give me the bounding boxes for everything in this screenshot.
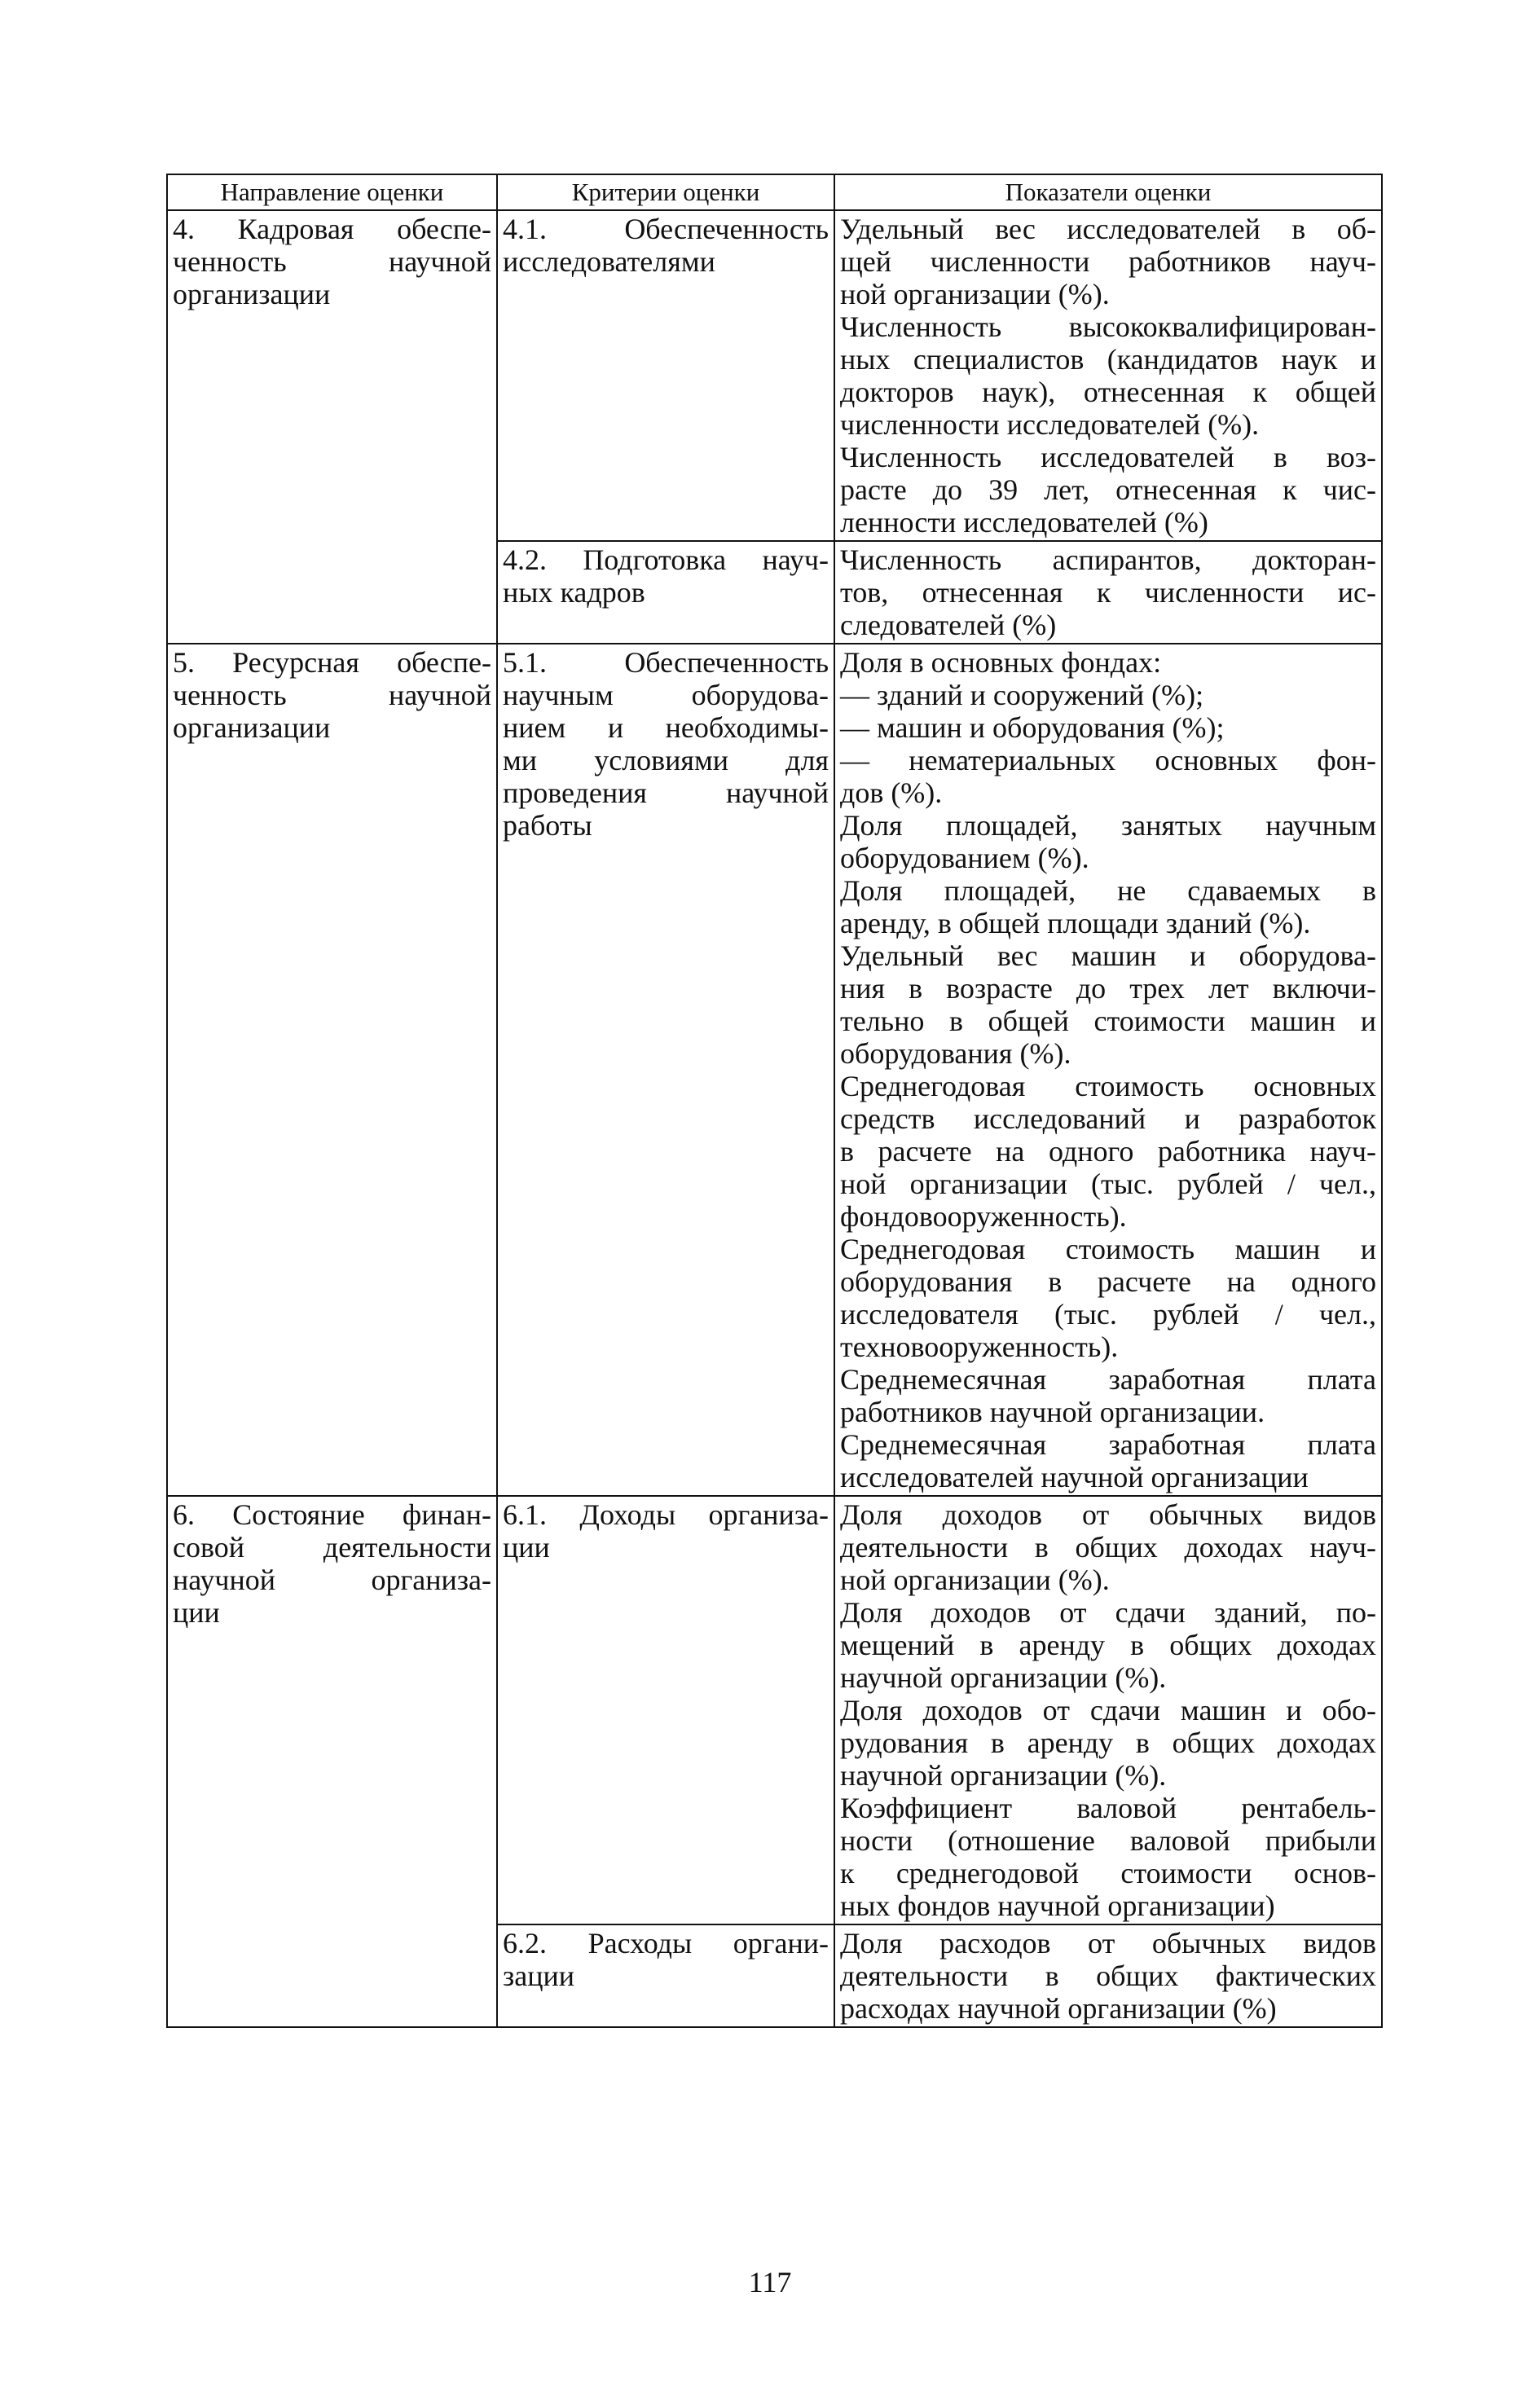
criteria-cell — [497, 1496, 834, 1924]
text-line: оборудования (%). — [840, 1037, 1071, 1070]
indicators-cell — [834, 210, 1382, 541]
text-line: 4.2. Подготовка науч- — [503, 543, 829, 576]
header-direction: Направление оценки — [167, 174, 497, 210]
criteria-cell — [497, 541, 834, 644]
text-line: ной организации (тыс. рублей / чел., — [840, 1168, 1376, 1200]
text-line: в расчете на одного работника науч- — [840, 1135, 1376, 1168]
text-line: докторов наук), отнесенная к общей — [840, 376, 1376, 408]
header-row — [167, 174, 1382, 210]
text-line: Доля площадей, не сдаваемых в — [840, 874, 1376, 907]
text-line: исследователя (тыс. рублей / чел., — [840, 1298, 1376, 1331]
text-line: Численность аспирантов, докторан- — [840, 543, 1376, 576]
text-line: расте до 39 лет, отнесенная к чис- — [840, 473, 1376, 506]
text-line: Удельный вес машин и оборудова- — [840, 939, 1376, 972]
text-line: ченность научной — [173, 245, 491, 278]
indicators-cell — [834, 541, 1382, 644]
text-line: Доля доходов от сдачи машин и обо- — [840, 1694, 1376, 1726]
table-row — [167, 1496, 1382, 1924]
text-line: нием и необходимы- — [503, 711, 829, 744]
text-line: — зданий и сооружений (%); — [840, 679, 1204, 711]
text-line: Численность высококвалифицирован- — [840, 310, 1376, 343]
text-line: ми условиями для — [503, 744, 829, 776]
text-line: Доля площадей, занятых научным — [840, 809, 1376, 842]
text-line: исследователями — [503, 245, 715, 278]
text-line: 6.2. Расходы органи- — [503, 1927, 829, 1960]
text-line: расходах научной организации (%) — [840, 1992, 1277, 2025]
text-line: следователей (%) — [840, 609, 1057, 641]
text-line: фондовооруженность). — [840, 1200, 1127, 1233]
text-line: — нематериальных основных фон- — [840, 744, 1376, 776]
text-line: — машин и оборудования (%); — [840, 711, 1225, 744]
direction-cell — [167, 210, 497, 644]
text-line: работников научной организации. — [840, 1396, 1265, 1428]
text-line: щей численности работников науч- — [840, 245, 1376, 278]
table-row — [167, 644, 1382, 1496]
text-line: техновооруженность). — [840, 1331, 1119, 1363]
text-line: исследователей научной организации — [840, 1461, 1309, 1493]
direction-cell — [167, 644, 497, 1496]
text-line: 4. Кадровая обеспе- — [173, 213, 491, 245]
text-line: 4.1. Обеспеченность — [503, 213, 829, 245]
header-criteria: Критерии оценки — [497, 174, 834, 210]
text-line: Среднемесячная заработная плата — [840, 1428, 1376, 1461]
text-line: Численность исследователей в воз- — [840, 441, 1376, 473]
text-line: Коэффициент валовой рентабель- — [840, 1792, 1376, 1824]
page-number: 117 — [748, 2266, 792, 2298]
text-line: 6. Состояние финан- — [173, 1498, 491, 1531]
text-line: оборудования в расчете на одного — [840, 1265, 1376, 1298]
text-line: тов, отнесенная к численности ис- — [840, 576, 1376, 609]
text-line: проведения научной — [503, 776, 829, 809]
text-line: научной организации (%). — [840, 1759, 1167, 1792]
text-line: оборудованием (%). — [840, 842, 1089, 874]
indicators-cell — [834, 644, 1382, 1496]
text-line: ленности исследователей (%) — [840, 506, 1208, 539]
table-body — [167, 210, 1382, 2027]
text-line: ченность научной — [173, 679, 491, 711]
text-line: дов (%). — [840, 776, 943, 809]
text-line: научной организации (%). — [840, 1661, 1167, 1694]
criteria-cell — [497, 644, 834, 1496]
text-line: деятельности в общих доходах науч- — [840, 1531, 1376, 1564]
text-line: ной организации (%). — [840, 1564, 1110, 1596]
text-line: рудования в аренду в общих доходах — [840, 1726, 1376, 1759]
text-line: 5. Ресурсная обеспе- — [173, 646, 491, 679]
text-line: Среднегодовая стоимость основных — [840, 1070, 1376, 1102]
text-line: Доля расходов от обычных видов — [840, 1927, 1376, 1960]
header-indicators: Показатели оценки — [834, 174, 1382, 210]
text-line: Удельный вес исследователей в об- — [840, 213, 1376, 245]
text-line: 5.1. Обеспеченность — [503, 646, 829, 679]
text-line: ных специалистов (кандидатов наук и — [840, 343, 1376, 376]
text-line: численности исследователей (%). — [840, 408, 1260, 441]
evaluation-table — [166, 174, 1383, 2028]
text-line: Доля доходов от обычных видов — [840, 1498, 1376, 1531]
text-line: средств исследований и разработок — [840, 1102, 1376, 1135]
text-line: аренду, в общей площади зданий (%). — [840, 907, 1311, 939]
indicators-cell — [834, 1924, 1382, 2027]
text-line: к среднегодовой стоимости основ- — [840, 1857, 1376, 1889]
criteria-cell — [497, 210, 834, 541]
text-line: Среднемесячная заработная плата — [840, 1363, 1376, 1396]
text-line: ных кадров — [503, 576, 645, 609]
text-line: 6.1. Доходы организа- — [503, 1498, 829, 1531]
text-line: мещений в аренду в общих доходах — [840, 1629, 1376, 1661]
text-line: научной организа- — [173, 1564, 491, 1596]
text-line: Среднегодовая стоимость машин и — [840, 1233, 1376, 1265]
text-line: ных фондов научной организации) — [840, 1889, 1275, 1922]
text-line: Доля доходов от сдачи зданий, по- — [840, 1596, 1376, 1629]
direction-cell — [167, 1496, 497, 2027]
text-line: ции — [173, 1596, 220, 1629]
indicators-cell — [834, 1496, 1382, 1924]
text-line: деятельности в общих фактических — [840, 1960, 1376, 1992]
table-row — [167, 210, 1382, 541]
text-line: организации — [173, 711, 331, 744]
text-line: ции — [503, 1531, 550, 1564]
text-line: зации — [503, 1960, 574, 1992]
text-line: совой деятельности — [173, 1531, 491, 1564]
text-line: научным оборудова- — [503, 679, 829, 711]
text-line: ния в возрасте до трех лет включи- — [840, 972, 1376, 1005]
text-line: организации — [173, 278, 331, 310]
text-line: ности (отношение валовой прибыли — [840, 1824, 1376, 1857]
text-line: работы — [503, 809, 592, 842]
text-line: Доля в основных фондах: — [840, 646, 1162, 679]
text-line: тельно в общей стоимости машин и — [840, 1005, 1376, 1037]
criteria-cell — [497, 1924, 834, 2027]
text-line: ной организации (%). — [840, 278, 1110, 310]
table-header — [167, 174, 1382, 210]
